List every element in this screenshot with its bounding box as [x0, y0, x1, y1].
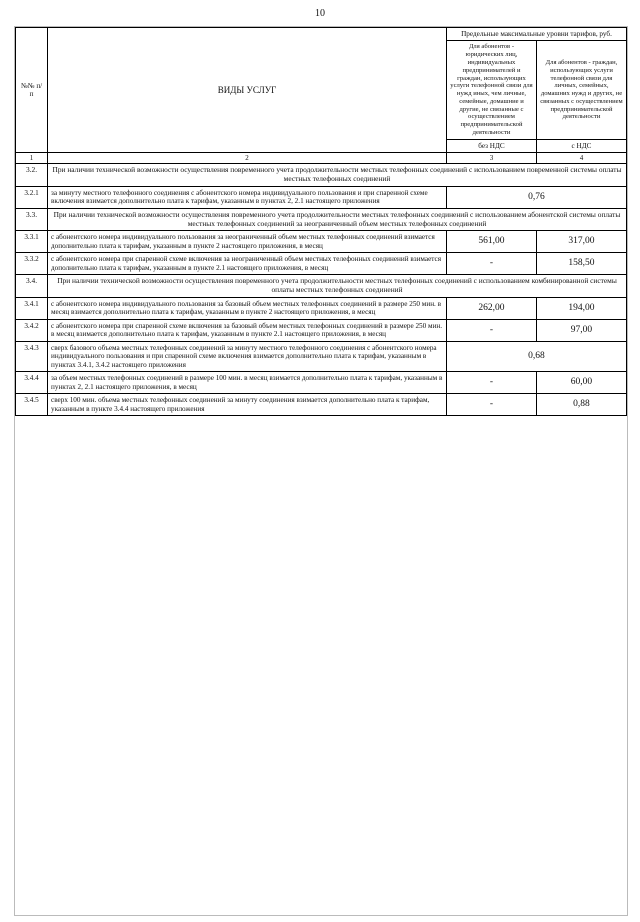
column-index: 4 — [536, 153, 626, 164]
scanned-sheet — [14, 26, 628, 916]
section-row — [16, 275, 627, 297]
service-description: сверх базового объема местных телефонных соединений за минуту местного телефонного соединения с абонентского номера индивидуального пользования и при спаренной схеме включения взимается дополнительно плата к тарифам, указанным в пунктах 3.4.1, 3.4.2 настоящего приложения — [48, 341, 447, 371]
header-legal-entities: Для абонентов - юридических лиц, индивидуальных предпринимателей и граждан, использующих услуги телефонной связи для нужд иных, чем личные, семейные, домашние и другие, не связанные с осуществлением предпринимательской деятельности — [446, 41, 536, 139]
header-vat-included: с НДС — [536, 139, 626, 152]
tariff-value-legal: - — [446, 253, 536, 275]
service-description: сверх 100 мин. объема местных телефонных соединений за минуту соединения взимается дополнительно плата к тарифам, указанным в пункте 3.4.4 настоящего приложения — [48, 394, 447, 416]
page-number: 10 — [315, 8, 325, 19]
tariff-value-merged: 0,76 — [446, 186, 626, 208]
tariff-value-legal: 561,00 — [446, 231, 536, 253]
table-row — [16, 231, 627, 253]
row-number: 3.4.4 — [16, 372, 48, 394]
service-description: с абонентского номера при спаренной схеме включения за неограниченный объем местных телефонных соединений взимается дополнительно плата к тарифам, указанным в пункте 2.1 настоящего приложения, в месяц — [48, 253, 447, 275]
row-number: 3.3. — [16, 208, 48, 230]
row-number: 3.4.5 — [16, 394, 48, 416]
tariff-value-legal: - — [446, 394, 536, 416]
tariff-value-citizens: 60,00 — [536, 372, 626, 394]
service-description: за минуту местного телефонного соединения с абонентского номера индивидуального пользования и при спаренной схеме включения взимается дополнительно плата к тарифам, указанным в пунктах 2, 2.1 настоящего приложения — [48, 186, 447, 208]
table-row — [16, 253, 627, 275]
table-row — [16, 186, 627, 208]
row-number: 3.4.2 — [16, 319, 48, 341]
service-description: с абонентского номера при спаренной схеме включения за базовый объем местных телефонных соединений в размере 250 мин. в месяц взимается дополнительно плата к тарифам, указанным в пункте 2.1 настоящего приложения, в месяц — [48, 319, 447, 341]
section-title: При наличии технической возможности осуществления повременного учета продолжительности местных телефонных соединений с использованием абонентской системы оплаты местных телефонных соединений за неограниченный объем местных телефонных соединений — [48, 208, 627, 230]
row-number: 3.2. — [16, 164, 48, 186]
header-citizens: Для абонентов - граждан, использующих услуги телефонной связи для личных, семейных, домашних нужд и других, не связанных с осуществлением предпринимательской деятельности — [536, 41, 626, 139]
row-number: 3.3.2 — [16, 253, 48, 275]
column-index: 2 — [48, 153, 447, 164]
tariff-value-legal: - — [446, 319, 536, 341]
table-row — [16, 341, 627, 371]
tariff-table — [15, 27, 627, 416]
table-row — [16, 394, 627, 416]
header-services: ВИДЫ УСЛУГ — [48, 28, 447, 153]
tariff-value-citizens: 317,00 — [536, 231, 626, 253]
tariff-value-citizens: 97,00 — [536, 319, 626, 341]
column-index: 3 — [446, 153, 536, 164]
table-row — [16, 297, 627, 319]
section-title: При наличии технической возможности осуществления повременного учета продолжительности местных телефонных соединений с использованием комбинированной системы оплаты местных телефонных соединений — [48, 275, 627, 297]
row-number: 3.4.1 — [16, 297, 48, 319]
header-vat-excluded: без НДС — [446, 139, 536, 152]
row-number: 3.3.1 — [16, 231, 48, 253]
tariff-value-legal: - — [446, 372, 536, 394]
section-row — [16, 164, 627, 186]
service-description: за объем местных телефонных соединений в размере 100 мин. в месяц взимается дополнительно плата к тарифам, указанным в пунктах 2, 2.1 настоящего приложения, в месяц — [48, 372, 447, 394]
tariff-value-legal: 262,00 — [446, 297, 536, 319]
tariff-value-citizens: 158,50 — [536, 253, 626, 275]
row-number: 3.2.1 — [16, 186, 48, 208]
tariff-value-merged: 0,68 — [446, 341, 626, 371]
row-number: 3.4.3 — [16, 341, 48, 371]
tariff-value-citizens: 0,88 — [536, 394, 626, 416]
column-index: 1 — [16, 153, 48, 164]
header-number: №№ п/п — [16, 28, 48, 153]
table-row — [16, 372, 627, 394]
section-row — [16, 208, 627, 230]
service-description: с абонентского номера индивидуального пользования за базовый объем местных телефонных соединений в размере 250 мин. в месяц взимается дополнительно плата к тарифам, указанным в пункте 2 настоящего приложения, в месяц — [48, 297, 447, 319]
row-number: 3.4. — [16, 275, 48, 297]
table-row — [16, 319, 627, 341]
tariff-value-citizens: 194,00 — [536, 297, 626, 319]
service-description: с абонентского номера индивидуального пользования за неограниченный объем местных телефонных соединений взимается дополнительно плата к тарифам, указанным в пункте 2 настоящего приложения, в месяц — [48, 231, 447, 253]
section-title: При наличии технической возможности осуществления повременного учета продолжительности местных телефонных соединений с использованием повременной системы оплаты местных телефонных соединений — [48, 164, 627, 186]
header-tariff-levels: Предельные максимальные уровни тарифов, руб. — [446, 28, 626, 41]
